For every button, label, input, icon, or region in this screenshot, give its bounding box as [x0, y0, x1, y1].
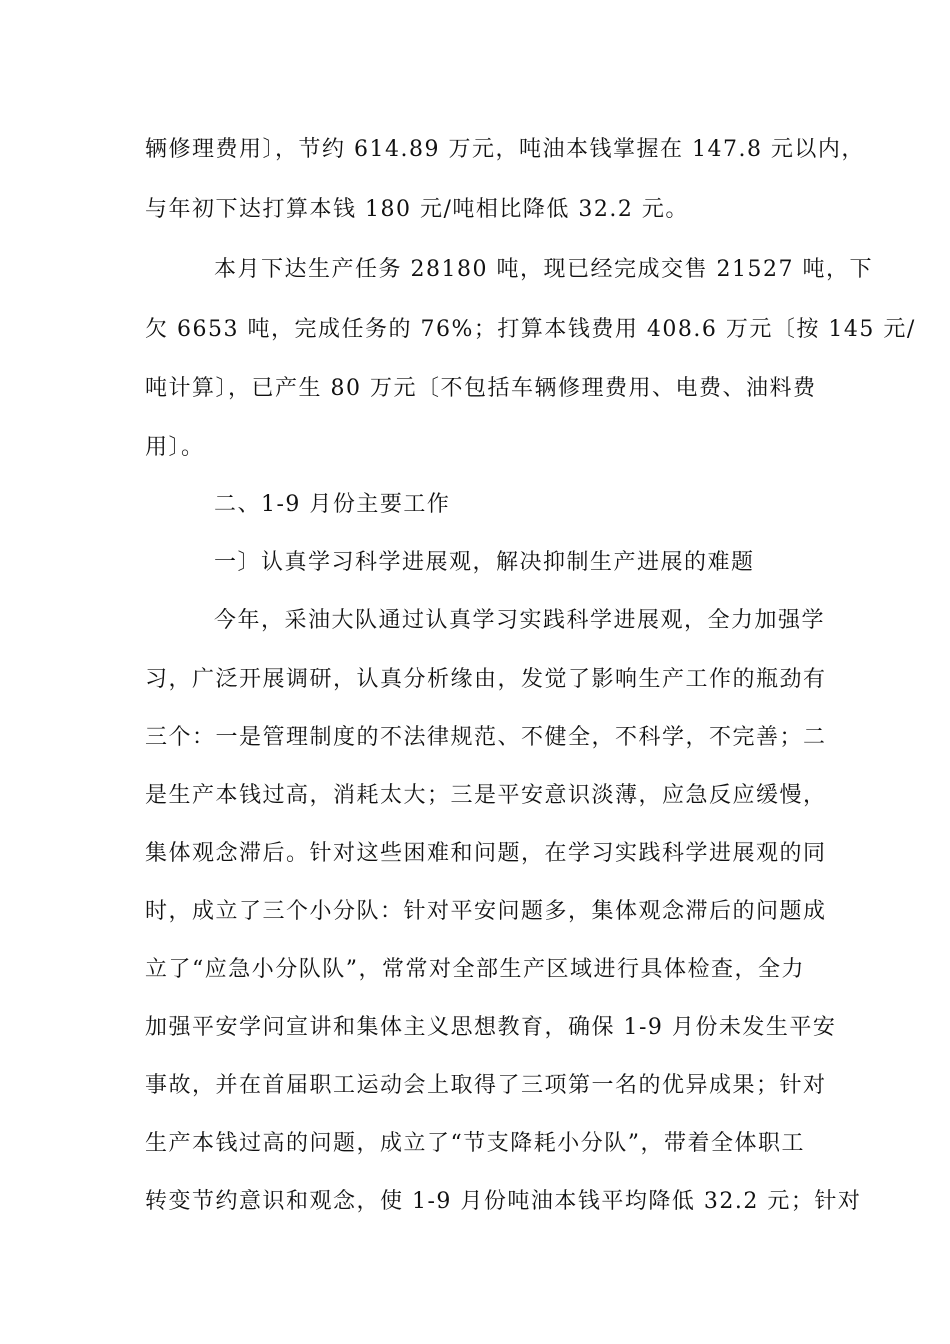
text-line: 吨计算〕，已产生 80 万元〔不包括车辆修理费用、电费、油料费: [145, 376, 817, 401]
subsection-heading: 一〕认真学习科学进展观，解决抑制生产进展的难题: [214, 550, 755, 575]
text-line: 本月下达生产任务 28180 吨，现已经完成交售 21527 吨，下: [214, 257, 873, 282]
text-line: 今年，采油大队通过认真学习实践科学进展观，全力加强学: [214, 608, 826, 633]
text-line: 三个：一是管理制度的不法律规范、不健全，不科学，不完善；二: [145, 725, 827, 750]
text-line: 辆修理费用〕，节约 614.89 万元，吨油本钱掌握在 147.8 元以内，: [145, 137, 865, 162]
text-line: 欠 6653 吨，完成任务的 76%；打算本钱费用 408.6 万元〔按 145 元/: [145, 317, 916, 342]
text-line: 习，广泛开展调研，认真分析缘由，发觉了影响生产工作的瓶劲有: [145, 667, 827, 692]
text-line: 集体观念滞后。针对这些困难和问题，在学习实践科学进展观的同: [145, 841, 827, 866]
text-line: 是生产本钱过高，消耗太大；三是平安意识淡薄，应急反应缓慢，: [145, 783, 827, 808]
text-line: 加强平安学问宣讲和集体主义思想教育，确保 1-9 月份未发生平安: [145, 1015, 837, 1040]
text-line: 生产本钱过高的问题，成立了“节支降耗小分队”，带着全体职工: [145, 1131, 805, 1156]
text-line: 立了“应急小分队队”，常常对全部生产区域进行具体检查，全力: [145, 957, 805, 982]
text-line: 转变节约意识和观念，使 1-9 月份吨油本钱平均降低 32.2 元；针对: [145, 1189, 862, 1214]
text-line: 用〕。: [145, 435, 205, 460]
text-line: 时，成立了三个小分队：针对平安问题多，集体观念滞后的问题成: [145, 899, 827, 924]
text-line: 事故，并在首届职工运动会上取得了三项第一名的优异成果；针对: [145, 1073, 827, 1098]
section-heading: 二、1-9 月份主要工作: [214, 492, 451, 517]
text-line: 与年初下达打算本钱 180 元/吨相比降低 32.2 元。: [145, 197, 689, 222]
